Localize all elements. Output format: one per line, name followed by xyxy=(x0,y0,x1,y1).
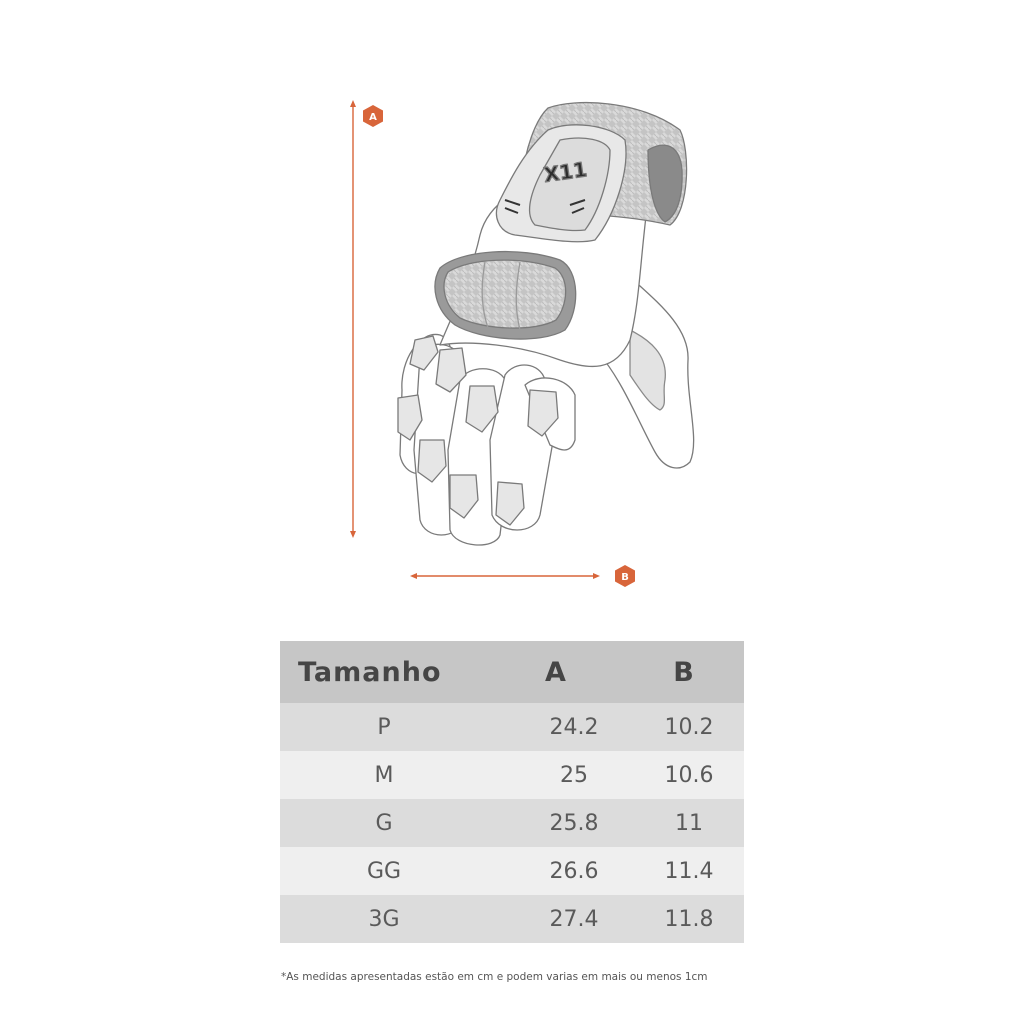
cell-b: 11 xyxy=(675,810,703,836)
table-row xyxy=(280,703,744,751)
table-row xyxy=(280,751,744,799)
cell-a: 27.4 xyxy=(549,906,599,932)
cell-b: 11.8 xyxy=(664,906,714,932)
brand-logo: X11 xyxy=(542,157,589,187)
badge-b-icon xyxy=(615,565,635,587)
table-row xyxy=(280,799,744,847)
cell-a: 24.2 xyxy=(549,714,599,740)
label-a: A xyxy=(369,112,377,123)
label-b: B xyxy=(621,572,629,583)
cell-a: 26.6 xyxy=(549,858,599,884)
cell-b: 10.6 xyxy=(664,762,714,788)
cell-size: P xyxy=(377,714,391,740)
size-table xyxy=(280,641,744,943)
header-tamanho: Tamanho xyxy=(298,656,442,688)
cell-size: 3G xyxy=(368,906,400,932)
table-header-row xyxy=(280,641,744,703)
table-row xyxy=(280,895,744,943)
measurement-b xyxy=(410,565,635,587)
cell-size: G xyxy=(375,810,393,836)
cell-size: GG xyxy=(366,858,402,884)
badge-a-icon xyxy=(363,105,383,127)
footnote: *As medidas apresentadas estão em cm e podem varias em mais ou menos 1cm xyxy=(281,971,708,983)
glove-icon xyxy=(398,103,694,545)
cell-size: M xyxy=(374,762,394,788)
cell-a: 25.8 xyxy=(549,810,599,836)
cell-b: 10.2 xyxy=(664,714,714,740)
header-a: A xyxy=(545,656,567,688)
cell-b: 11.4 xyxy=(664,858,714,884)
cell-a: 25 xyxy=(560,762,588,788)
table-row xyxy=(280,847,744,895)
measurement-a xyxy=(350,100,383,538)
header-b: B xyxy=(673,656,695,688)
